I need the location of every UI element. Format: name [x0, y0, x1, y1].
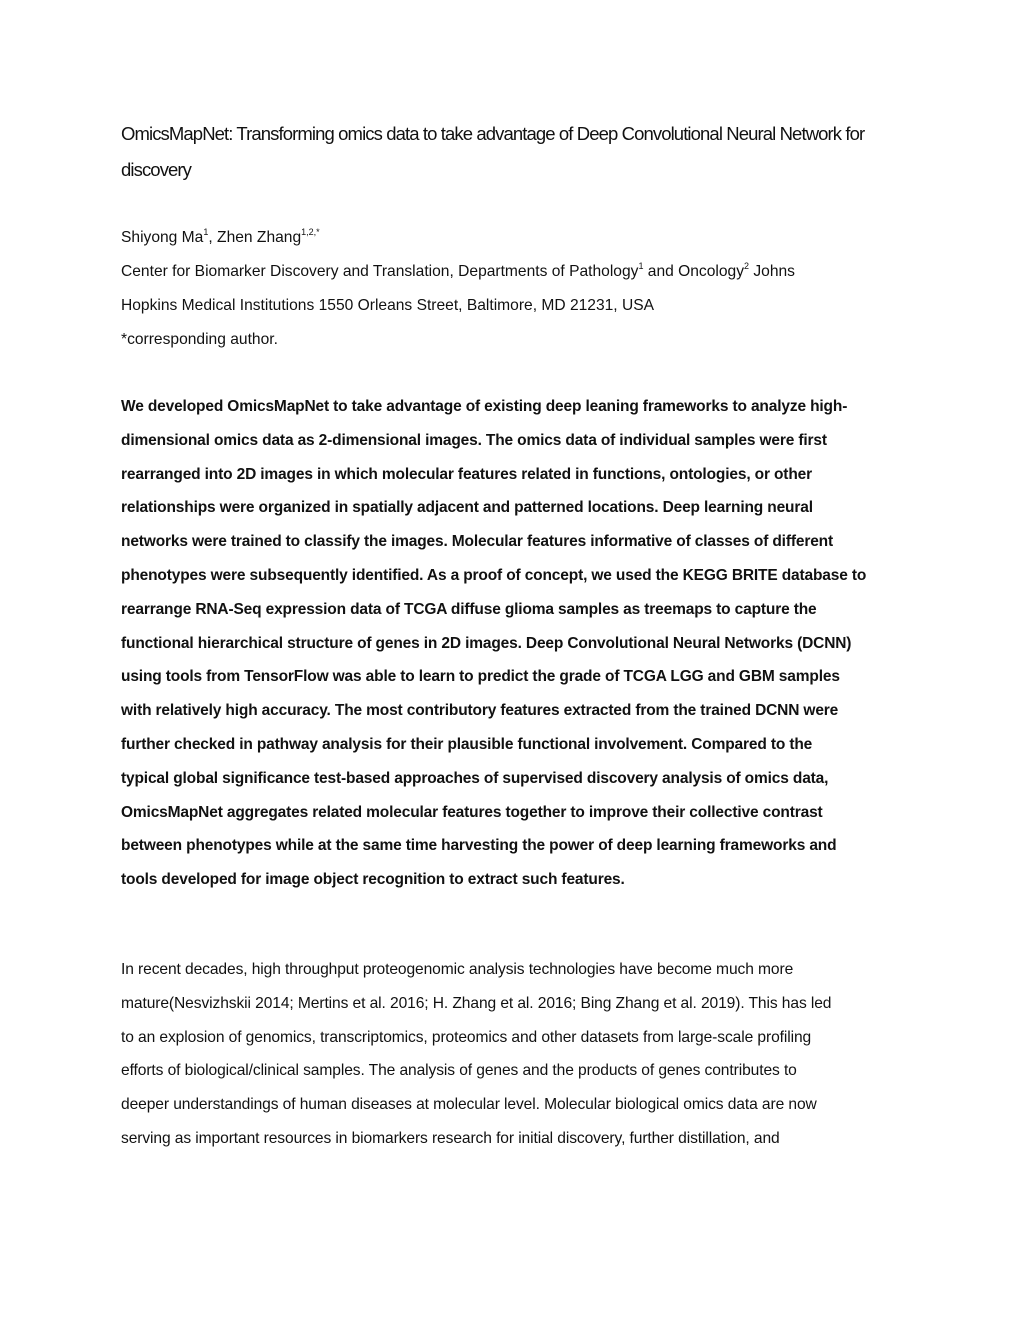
author-separator: , [208, 229, 218, 246]
abstract-line: using tools from TensorFlow was able to learn to predict the grade of TCGA LGG and GBM samples [121, 668, 840, 686]
affiliation-text: Center for Biomarker Discovery and Translation, Departments of Pathology [121, 263, 639, 280]
abstract-line: We developed OmicsMapNet to take advantage of existing deep leaning frameworks to analyze high- [121, 398, 848, 415]
body-line: mature(Nesvizhskii 2014; Mertins et al. 2016; H. Zhang et al. 2016; Bing Zhang et al. 2019). This has led [121, 994, 832, 1012]
abstract-line: typical global significance test-based approaches of supervised discovery analysis of omics data, [121, 769, 829, 787]
paper-title [121, 116, 911, 188]
introduction-paragraph [121, 953, 911, 1156]
author-block [121, 221, 911, 357]
author-name: Shiyong Ma [121, 229, 204, 246]
author-affiliation-mark: 1 [203, 227, 209, 237]
body-line: deeper understandings of human diseases at molecular level. Molecular biological omics data are now [121, 1096, 817, 1114]
title-line: OmicsMapNet: Transforming omics data to take advantage of Deep Convolutional Neural Network for [121, 123, 865, 144]
abstract-line: phenotypes were subsequently identified. As a proof of concept, we used the KEGG BRITE database to [121, 566, 867, 584]
abstract [121, 390, 911, 897]
affiliation [121, 255, 911, 289]
title-line: discovery [121, 159, 192, 180]
abstract-line: networks were trained to classify the images. Molecular features informative of classes of different [121, 533, 834, 551]
abstract-line: with relatively high accuracy. The most contributory features extracted from the trained DCNN were [121, 702, 839, 720]
affiliation-text: Johns [749, 263, 795, 280]
abstract-line: further checked in pathway analysis for their plausible functional involvement. Compared to the [121, 735, 813, 753]
abstract-line: tools developed for image object recognition to extract such features. [121, 871, 625, 889]
affiliation-mark: 1 [638, 261, 644, 271]
body-line: efforts of biological/clinical samples. The analysis of genes and the products of genes contributes to [121, 1062, 797, 1080]
abstract-line: rearrange RNA-Seq expression data of TCGA diffuse glioma samples as treemaps to capture the [121, 600, 817, 618]
abstract-line: between phenotypes while at the same time harvesting the power of deep learning frameworks and [121, 837, 837, 855]
author-list [121, 221, 911, 255]
abstract-line: dimensional omics data as 2-dimensional images. The omics data of individual samples were first [121, 431, 827, 449]
affiliation-text: and Oncology [643, 263, 745, 280]
abstract-line: relationships were organized in spatially adjacent and patterned locations. Deep learning neural [121, 499, 813, 517]
author-name: Zhen Zhang [217, 229, 302, 246]
body-line: serving as important resources in biomarkers research for initial discovery, further distillation, and [121, 1129, 780, 1147]
author-affiliation-mark: 1,2,* [301, 227, 320, 237]
abstract-line: OmicsMapNet aggregates related molecular features together to improve their collective contrast [121, 803, 823, 821]
abstract-line: rearranged into 2D images in which molecular features related in functions, ontologies, or other [121, 465, 812, 483]
abstract-line: functional hierarchical structure of genes in 2D images. Deep Convolutional Neural Networks (DCNN) [121, 634, 852, 652]
corresponding-author-note: *corresponding author. [121, 331, 278, 348]
affiliation-line-2: Hopkins Medical Institutions 1550 Orleans Street, Baltimore, MD 21231, USA [121, 297, 655, 314]
body-line: to an explosion of genomics, transcriptomics, proteomics and other datasets from large-scale profiling [121, 1028, 812, 1046]
affiliation-mark: 2 [744, 261, 750, 271]
body-line: In recent decades, high throughput proteogenomic analysis technologies have become much more [121, 961, 794, 978]
